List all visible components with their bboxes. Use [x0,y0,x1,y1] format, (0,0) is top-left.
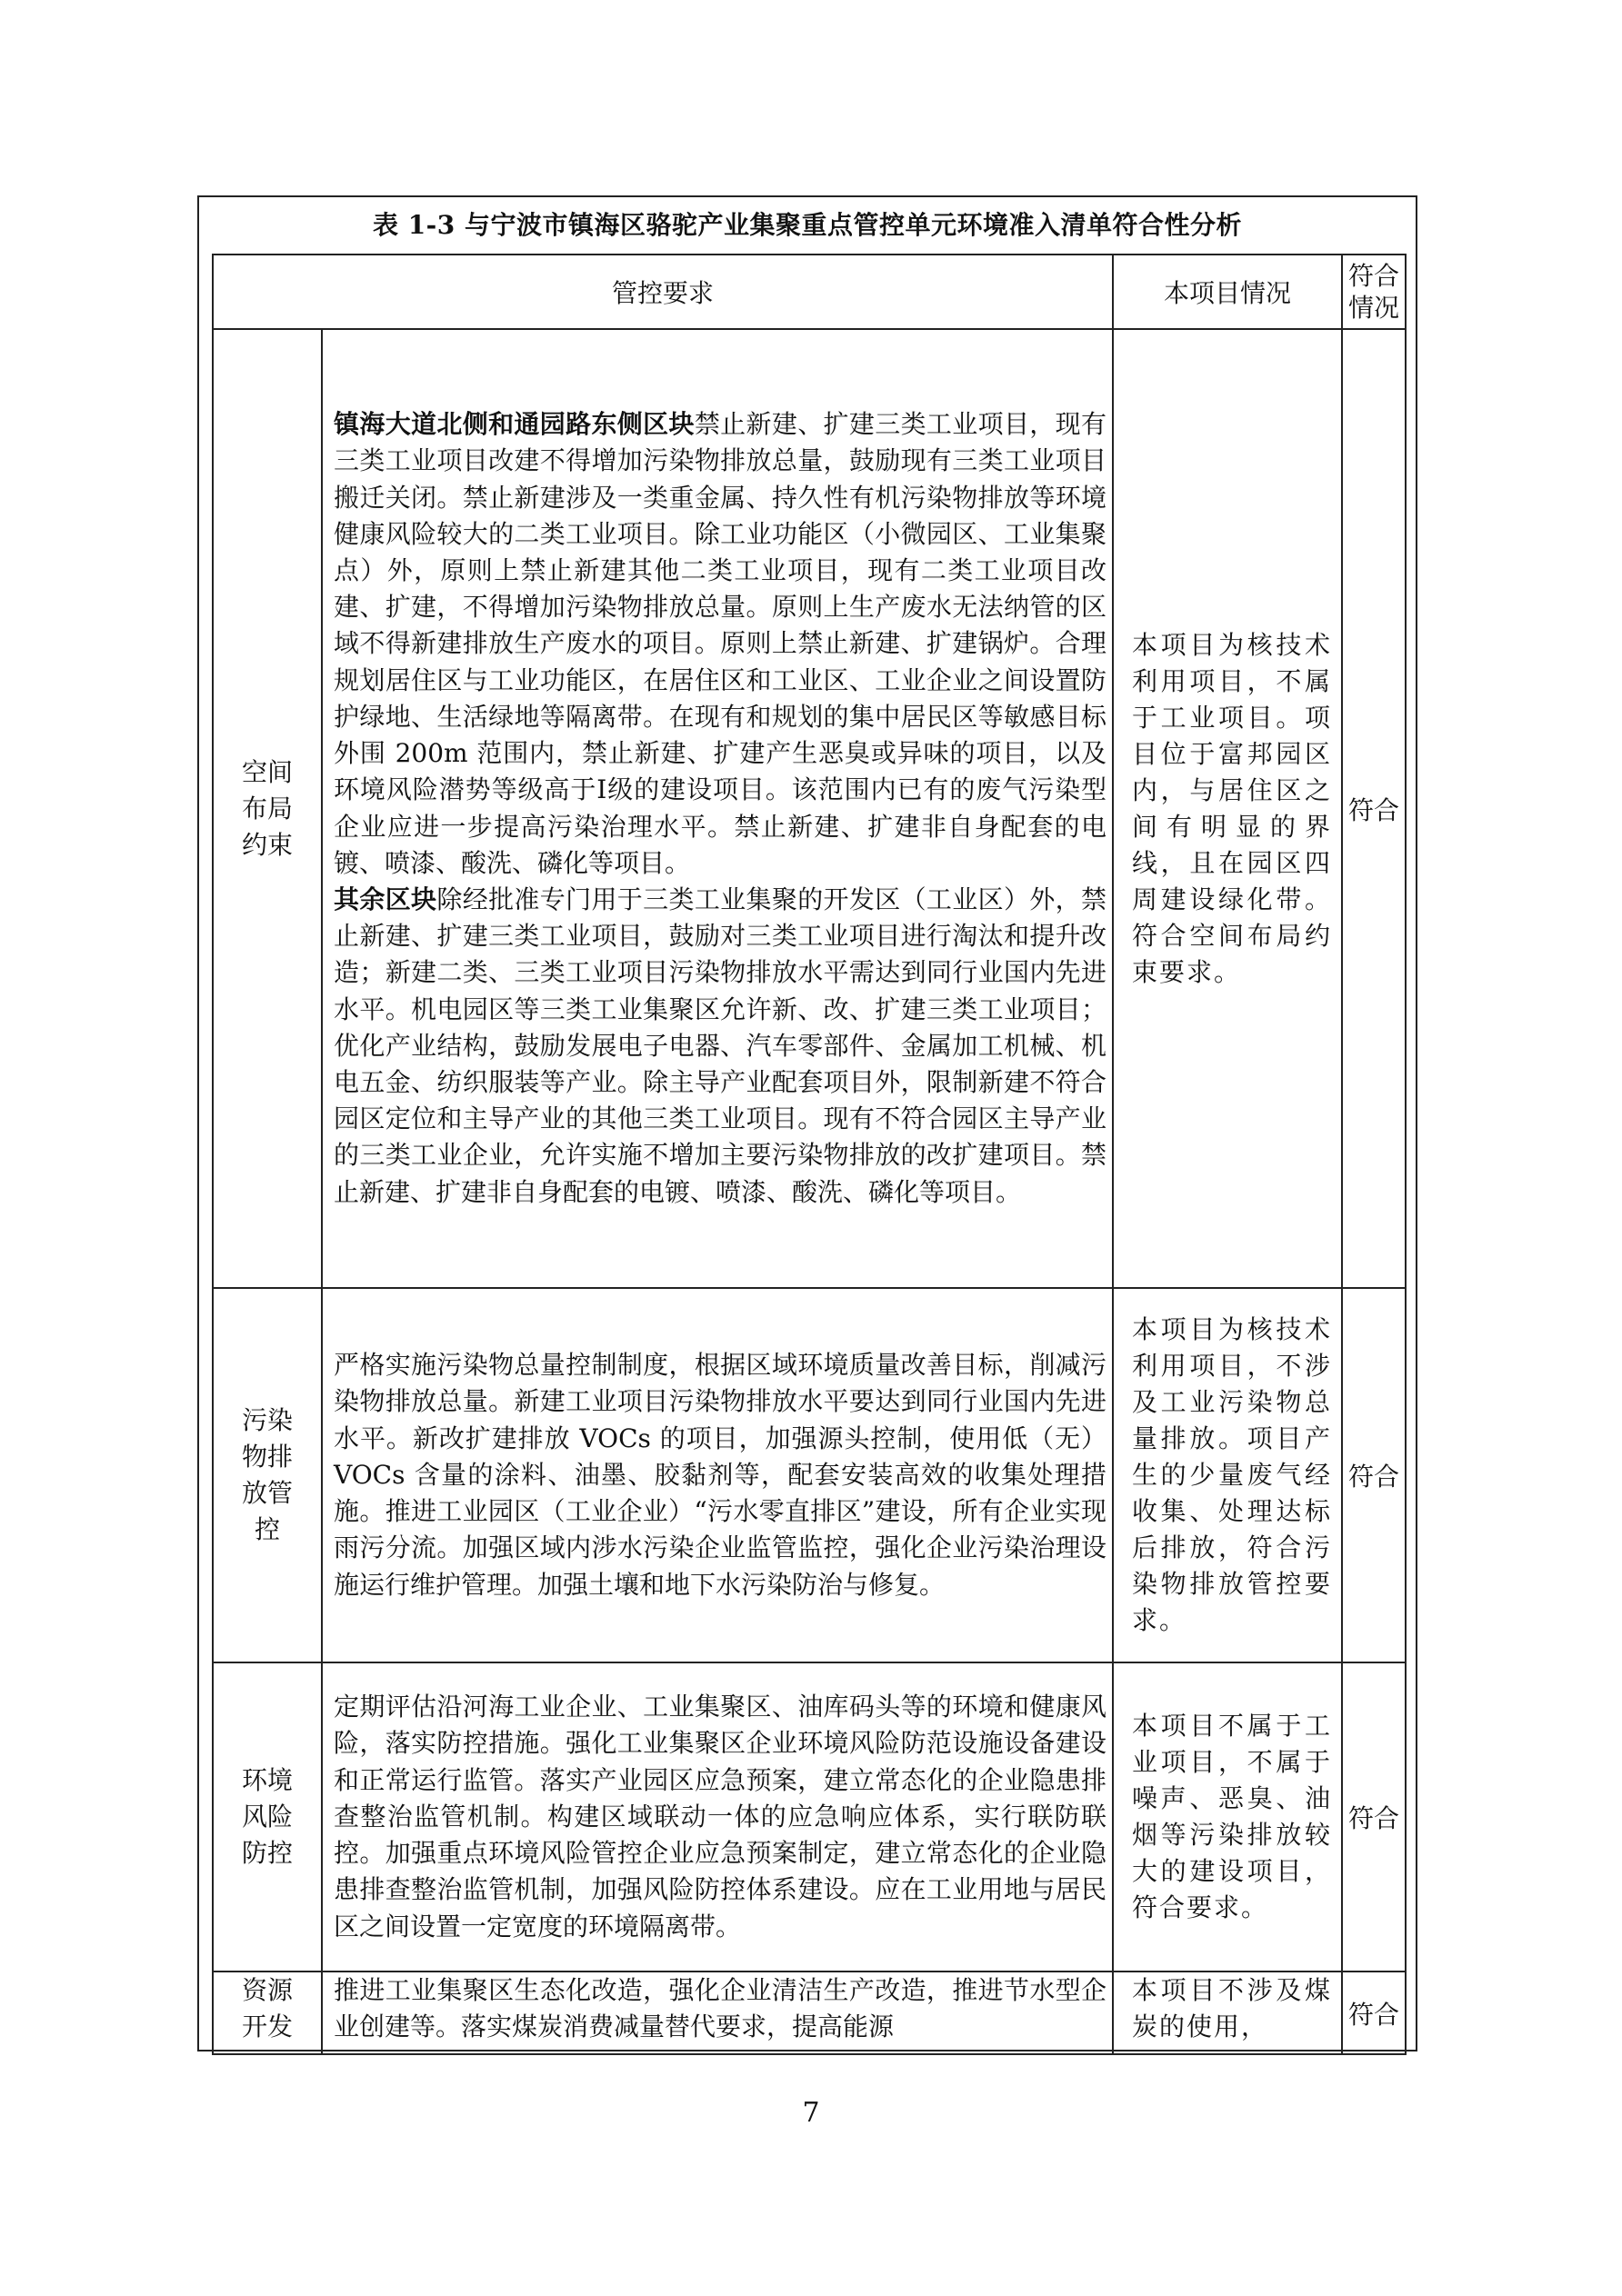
table-header-row [213,255,1406,329]
requirements-table [212,254,1407,2055]
row-category: 污染物排放管控 [213,1288,322,1662]
requirement-text: 禁止新建、扩建三类工业项目，现有三类工业项目改建不得增加污染物排放总量，鼓励现有三类工业项目搬迁关闭。禁止新建涉及一类重金属、持久性有机污染物排放等环境健康风险较大的二类工业项目。除工业功能区（小微园区、工业集聚点）外，原则上禁止新建其他二类工业项目，现有二类工业项目改建、扩建，不得增加污染物排放总量。原则上生产废水无法纳管的区域不得新建排放生产废水的项目。原则上禁止新建、扩建锅炉。合理规划居住区与工业功能区，在居住区和工业区、工业企业之间设置防护绿地、生活绿地等隔离带。在现有和规划的集中居民区等敏感目标外围 200m 范围内，禁止新建、扩建产生恶臭或异味的项目，以及环境风险潜势等级高于Ⅰ级的建设项目。该范围内已有的废气污染型企业应进一步提高污染治理水平。禁止新建、扩建非自身配套的电镀、喷漆、酸洗、磷化等项目。 [334,409,1107,878]
header-situation: 本项目情况 [1113,255,1342,329]
requirement-text: 除经批准专门用于三类工业集聚的开发区（工业区）外，禁止新建、扩建三类工业项目，鼓励对三类工业项目进行淘汰和提升改造；新建二类、三类工业项目污染物排放水平需达到同行业国内先进水平。机电园区等三类工业集聚区允许新、改、扩建三类工业项目；优化产业结构，鼓励发展电子电器、汽车零部件、金属加工机械、机电五金、纺织服装等产业。除主导产业配套项目外，限制新建不符合园区定位和主导产业的其他三类工业项目。现有不符合园区主导产业的三类工业企业，允许实施不增加主要污染物排放的改扩建项目。禁止新建、扩建非自身配套的电镀、喷漆、酸洗、磷化等项目。 [334,883,1107,1207]
requirement-paragraph [334,1347,1106,1602]
table-row [213,1288,1406,1662]
requirement-paragraph [334,882,1106,1211]
requirement-block-title: 其余区块 [334,883,437,914]
requirement-text: 严格实施污染物总量控制制度，根据区域环境质量改善目标，削减污染物排放总量。新建工业项目污染物排放水平要达到同行业国内先进水平。新改扩建排放 VOCs 的项目，加强源头控制，使用低（无）VOCs 含量的涂料、油墨、胶黏剂等，配套安装高效的收集处理措施。推进工业园区（工业企业）“污水零直排区”建设，所有企业实现雨污分流。加强区域内涉水污染企业监管监控，强化企业污染治理设施运行维护管理。加强土壤和地下水污染防治与修复。 [334,1350,1107,1600]
row-situation: 本项目不属于工业项目，不属于噪声、恶臭、油烟等污染排放较大的建设项目，符合要求。 [1113,1662,1342,1972]
row-result: 符合 [1342,1972,1406,2054]
header-requirement: 管控要求 [213,255,1113,329]
requirement-block-title: 镇海大道北侧和通园路东侧区块 [334,409,695,440]
requirement-paragraph [334,406,1106,882]
table-row [213,1662,1406,1972]
requirement-text: 定期评估沿河海工业企业、工业集聚区、油库码头等的环境和健康风险，落实防控措施。强化工业集聚区企业环境风险防范设施设备建设和正常运行监管。落实产业园区应急预案，建立常态化的企业隐患排查整治监管机制。构建区域联动一体的应急响应体系，实行联防联控。加强重点环境风险管控企业应急预案制定，建立常态化的企业隐患排查整治监管机制，加强风险防控体系建设。应在工业用地与居民区之间设置一定宽度的环境隔离带。 [334,1692,1107,1942]
page-number: 7 [802,2097,820,2129]
row-result: 符合 [1342,329,1406,1288]
row-result: 符合 [1342,1662,1406,1972]
row-category: 资源开发 [213,1972,322,2054]
row-situation: 本项目为核技术利用项目，不涉及工业污染物总量排放。项目产生的少量废气经收集、处理达标后排放，符合污染物排放管控要求。 [1113,1288,1342,1662]
table-row [213,1972,1406,2054]
row-requirement [322,1972,1113,2054]
row-requirement [322,1662,1113,1972]
row-result: 符合 [1342,1288,1406,1662]
row-situation: 本项目为核技术利用项目，不属于工业项目。项目位于富邦园区内，与居住区之间有明显的界线，且在园区四周建设绿化带。符合空间布局约束要求。 [1113,329,1342,1288]
table-row [213,329,1406,1288]
row-requirement [322,1288,1113,1662]
requirement-paragraph [334,1689,1106,1944]
row-category: 环境风险防控 [213,1662,322,1972]
requirement-text: 推进工业集聚区生态化改造，强化企业清洁生产改造，推进节水型企业创建等。落实煤炭消费减量替代要求，提高能源 [334,1975,1107,2042]
row-requirement [322,329,1113,1288]
header-result: 符合情况 [1342,255,1406,329]
row-category: 空间布局约束 [213,329,322,1288]
requirement-paragraph [334,1972,1106,2045]
table-caption: 表 1-3 与宁波市镇海区骆驼产业集聚重点管控单元环境准入清单符合性分析 [372,210,1243,240]
table-frame [197,195,1417,2051]
row-situation: 本项目不涉及煤炭的使用， [1113,1972,1342,2054]
